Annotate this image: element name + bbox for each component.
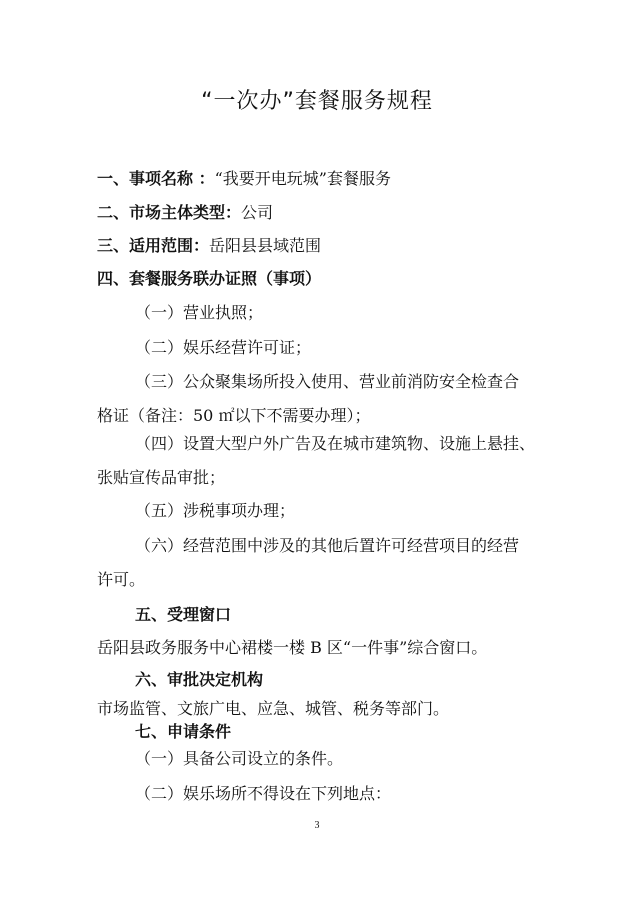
section-7-heading: 七、申请条件 — [135, 722, 232, 741]
section-2 — [97, 201, 273, 225]
section-4-item-3-line-1: （三）公众聚集场所投入使用、营业前消防安全检查合 — [135, 372, 520, 391]
section-6-text: 市场监管、文旅广电、应急、城管、税务等部门。 — [97, 699, 450, 718]
section-6-heading: 六、审批决定机构 — [135, 670, 264, 689]
section-4-item-6-line-1: （六）经营范围中涉及的其他后置许可经营项目的经营 — [135, 536, 520, 555]
section-5-text: 岳阳县政务服务中心裙楼一楼 B 区“一件事”综合窗口。 — [97, 638, 488, 657]
section-4-item-3-line-2: 格证（备注：50 ㎡以下不需要办理）； — [97, 406, 371, 425]
section-5-heading: 五、受理窗口 — [135, 605, 232, 624]
section-1-label: 一、事项名称 ： — [97, 169, 215, 188]
section-1-value: “我要开电玩城”套餐服务 — [214, 169, 391, 188]
section-7-item-1: （一）具备公司设立的条件。 — [135, 749, 344, 768]
section-4-item-5: （五）涉税事项办理； — [135, 501, 296, 520]
section-4-heading: 四、套餐服务联办证照（事项） — [97, 269, 322, 288]
section-3 — [97, 234, 321, 258]
section-4-item-6-line-2: 许可。 — [97, 570, 146, 589]
section-4-item-4-line-2: 张贴宣传品审批； — [97, 468, 226, 487]
section-2-label: 二、市场主体类型： — [97, 203, 242, 222]
section-7-item-2: （二）娱乐场所不得设在下列地点： — [135, 784, 392, 803]
section-3-value: 岳阳县县域范围 — [209, 236, 322, 255]
section-2-value: 公司 — [241, 203, 274, 222]
page-number: 3 — [314, 820, 320, 831]
document-title: “一次办”套餐服务规程 — [201, 89, 433, 114]
section-3-label: 三、适用范围： — [97, 236, 210, 255]
section-4-item-1: （一）营业执照； — [135, 303, 264, 322]
section-4-item-2: （二）娱乐经营许可证； — [135, 338, 312, 357]
section-4-item-4-line-1: （四）设置大型户外广告及在城市建筑物、设施上悬挂、 — [135, 434, 536, 453]
section-1 — [97, 167, 391, 191]
